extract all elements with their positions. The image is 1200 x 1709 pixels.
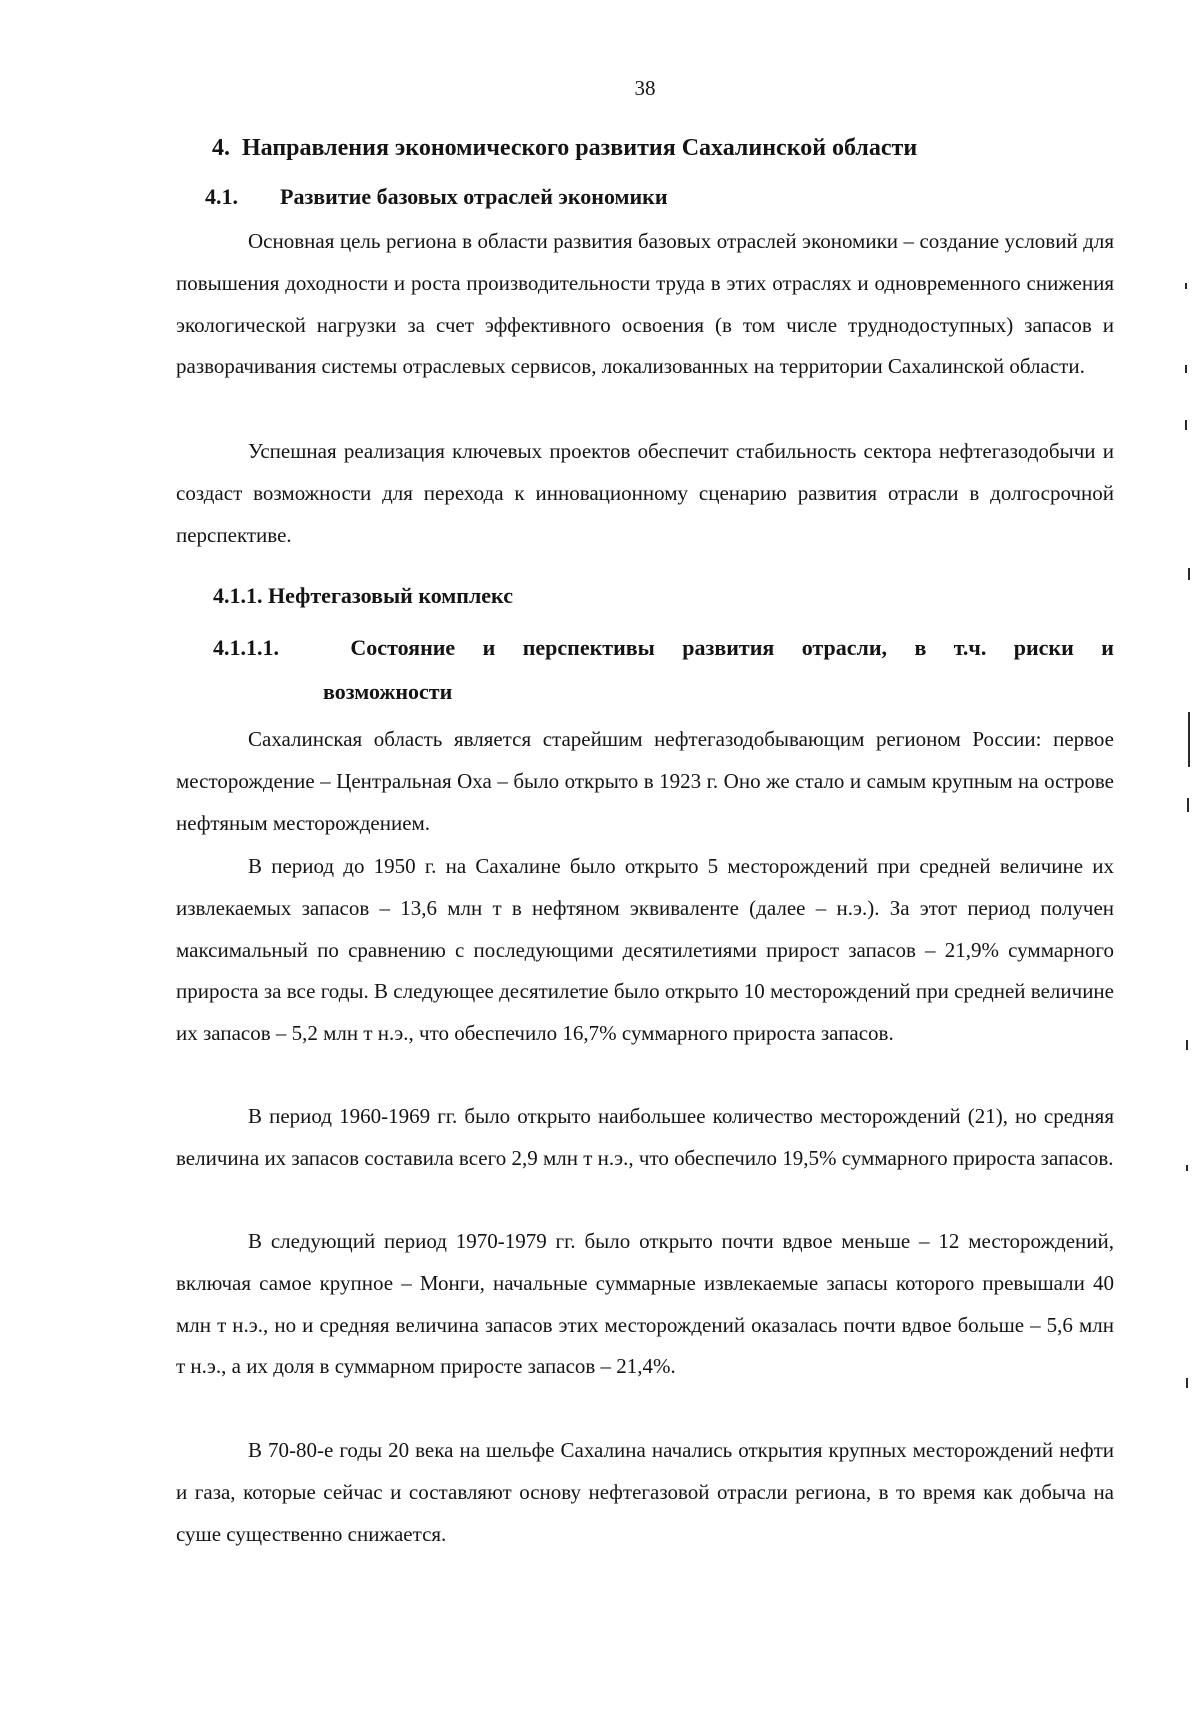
paragraph: В 70-80-е годы 20 века на шельфе Сахалина начались открытия крупных месторождений нефти и газа, которые сейчас и составляют основу нефтегазовой отрасли региона, в то время как добыча на суше существенно снижается. (176, 1438, 1114, 1546)
heading-word: развития (682, 635, 775, 660)
heading-word: отрасли, (801, 635, 888, 660)
paragraph: Основная цель региона в области развития базовых отраслей экономики – создание условий для повышения доходности и роста производительности труда в этих отраслях и одновременного снижения экологической нагрузки за счет эффективного освоения (в том числе труднодоступных) запасов и разворачивания системы отраслевых сервисов, локализованных на территории Сахалинской области. (176, 229, 1114, 379)
heading-word: и (1101, 635, 1114, 660)
heading-word: перспективы (522, 635, 655, 660)
subsubsection-heading (213, 583, 513, 609)
scan-artifact (1185, 420, 1187, 430)
heading-continuation: возможности (323, 679, 453, 704)
scan-artifact (1185, 365, 1187, 373)
heading-word: Состояние (350, 635, 456, 660)
section-number: 4. (212, 135, 230, 161)
paragraph: В период 1960-1969 гг. было открыто наибольшее количество месторождений (21), но средняя величина их запасов составила всего 2,9 млн т н.э., что обеспечило 19,5% суммарного прироста запасов. (176, 1104, 1114, 1170)
paragraph: Сахалинская область является старейшим нефтегазодобывающим регионом России: первое месторождение – Центральная Оха – было открыто в 1923 г. Оно же стало и самым крупным на острове нефтяным месторождением. (176, 727, 1114, 835)
section-heading (212, 135, 917, 162)
scan-artifact (1186, 1378, 1188, 1388)
scan-artifact (1186, 1165, 1188, 1171)
paragraph: В следующий период 1970-1979 гг. было открыто почти вдвое меньше – 12 месторождений, включая самое крупное – Монги, начальные суммарные извлекаемые запасы которого превышали 40 млн т н.э., но и средняя величина запасов этих месторождений оказалась почти вдвое больше – 5,6 млн т н.э., а их доля в суммарном приросте запасов – 21,4%. (176, 1229, 1114, 1379)
subsubsubsection-heading (213, 626, 1114, 714)
paragraph: Успешная реализация ключевых проектов обеспечит стабильность сектора нефтегазодобычи и создаст возможности для перехода к инновационному сценарию развития отрасли в долгосрочной перспективе. (176, 439, 1114, 547)
subsubsection-title: Нефтегазовый комплекс (268, 583, 513, 608)
scan-artifact (1188, 568, 1190, 580)
heading-word: в (914, 635, 927, 660)
heading-word: риски (1013, 635, 1074, 660)
scan-artifact (1188, 712, 1190, 767)
subsection-number: 4.1. (205, 184, 238, 209)
subsubsubsection-number: 4.1.1.1. (213, 635, 279, 660)
subsection-heading (205, 184, 668, 210)
paragraph: В период до 1950 г. на Сахалине было открыто 5 месторождений при средней величине их извлекаемых запасов – 13,6 млн т в нефтяном эквиваленте (далее – н.э.). За этот период получен максимальный по сравнению с последующими десятилетиями прирост запасов – 21,9% суммарного прироста за все годы. В следующее десятилетие было открыто 10 месторождений при средней величине их запасов – 5,2 млн т н.э., что обеспечило 16,7% суммарного прироста запасов. (176, 854, 1114, 1046)
page-number: 38 (634, 76, 656, 100)
scan-artifact (1185, 283, 1187, 289)
section-title: Направления экономического развития Сахалинской области (242, 135, 918, 161)
heading-word: т.ч. (953, 635, 987, 660)
subsection-title: Развитие базовых отраслей экономики (280, 184, 668, 209)
subsubsection-number: 4.1.1. (213, 583, 263, 608)
scan-artifact (1186, 1040, 1188, 1050)
scan-artifact (1187, 798, 1189, 812)
heading-word: и (482, 635, 496, 660)
